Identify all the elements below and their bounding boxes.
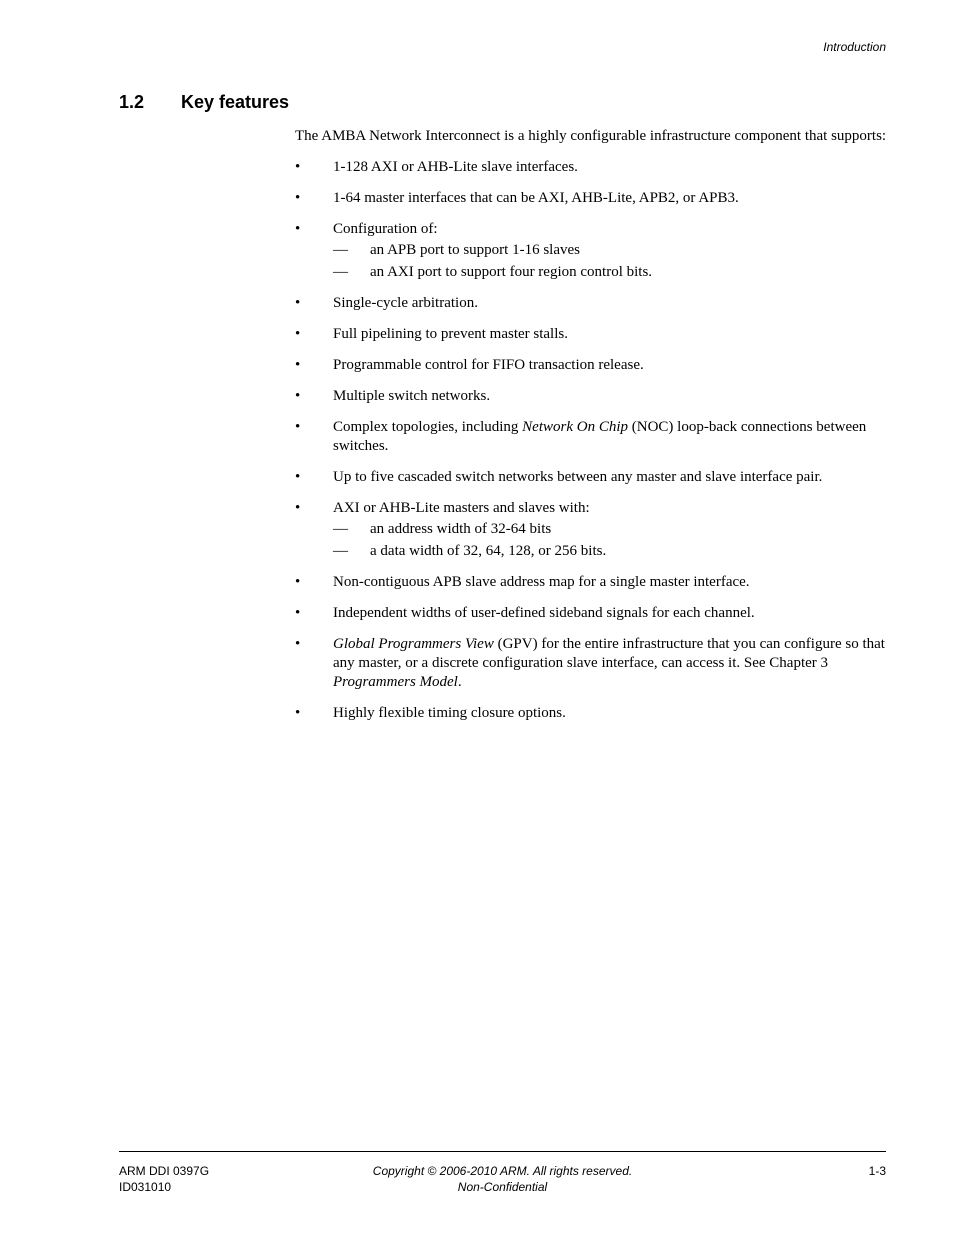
- doc-number: ARM DDI 0397G: [119, 1164, 210, 1178]
- dash-glyph: —: [333, 543, 348, 559]
- sub-item: [333, 520, 887, 539]
- bullet-glyph: •: [295, 705, 301, 721]
- feature-text: Highly flexible timing closure options.: [333, 705, 566, 721]
- section-heading: [119, 92, 289, 113]
- feature-item: [295, 635, 887, 692]
- sub-item-text: a data width of 32, 64, 128, or 256 bits.: [370, 543, 607, 559]
- sub-item: [333, 542, 887, 561]
- feature-item: [295, 468, 887, 487]
- intro-paragraph: The AMBA Network Interconnect is a highly configurable infrastructure component that supports:: [295, 128, 887, 144]
- page-content: [295, 127, 887, 735]
- feature-text: 1-64 master interfaces that can be AXI, AHB-Lite, APB2, or APB3.: [333, 190, 739, 206]
- doc-id: ID031010: [119, 1180, 172, 1194]
- feature-text-end: .: [457, 674, 462, 690]
- feature-text: [333, 636, 885, 690]
- bullet-glyph: •: [295, 419, 301, 435]
- masters-slaves-sublist: [333, 520, 887, 561]
- confidentiality-notice: Non-Confidential: [457, 1180, 548, 1194]
- sub-item-text: an AXI port to support four region control bits.: [370, 264, 653, 280]
- sub-item-text: an address width of 32-64 bits: [370, 521, 552, 537]
- feature-text-after: (NOC) loop-back connections between switches.: [333, 419, 867, 454]
- sub-item-text: an APB port to support 1-16 slaves: [370, 242, 580, 258]
- feature-text-middle: (GPV) for the entire infrastructure that you can configure so that any master, or a discrete configuration slave interface, can access it. See Chapter 3: [333, 636, 885, 671]
- feature-text: Full pipelining to prevent master stalls.: [333, 326, 568, 342]
- bullet-glyph: •: [295, 326, 301, 342]
- feature-item: [295, 189, 887, 208]
- feature-item: [295, 220, 887, 282]
- feature-text-before: Complex topologies, including: [333, 419, 523, 435]
- feature-item: [295, 418, 887, 456]
- bullet-glyph: •: [295, 159, 301, 175]
- page-number: 1-3: [868, 1164, 886, 1178]
- bullet-glyph: •: [295, 190, 301, 206]
- bullet-glyph: •: [295, 500, 301, 516]
- feature-item: [295, 604, 887, 623]
- feature-list: [295, 158, 887, 723]
- feature-text: [333, 419, 866, 454]
- feature-text: AXI or AHB-Lite masters and slaves with:: [333, 500, 590, 516]
- feature-text: 1-128 AXI or AHB-Lite slave interfaces.: [333, 159, 578, 175]
- copyright-notice: Copyright © 2006-2010 ARM. All rights reserved.: [372, 1164, 633, 1178]
- bullet-glyph: •: [295, 357, 301, 373]
- section-title: Key features: [181, 92, 290, 112]
- feature-item: [295, 325, 887, 344]
- configuration-sublist: [333, 241, 887, 282]
- bullet-glyph: •: [295, 574, 301, 590]
- bullet-glyph: •: [295, 469, 301, 485]
- feature-text: Non-contiguous APB slave address map for a single master interface.: [333, 574, 750, 590]
- feature-item: [295, 387, 887, 406]
- feature-item: [295, 704, 887, 723]
- feature-item: [295, 158, 887, 177]
- sub-item: [333, 263, 887, 282]
- dash-glyph: —: [333, 521, 348, 537]
- feature-item: [295, 573, 887, 592]
- feature-text: Multiple switch networks.: [333, 388, 491, 404]
- footer-divider: [119, 1151, 886, 1152]
- feature-text: Configuration of:: [333, 221, 438, 237]
- bullet-glyph: •: [295, 295, 301, 311]
- running-header-chapter: Introduction: [823, 40, 886, 54]
- bullet-glyph: •: [295, 388, 301, 404]
- bullet-glyph: •: [295, 605, 301, 621]
- feature-text: Independent widths of user-defined sideband signals for each channel.: [333, 605, 755, 621]
- section-number: 1.2: [119, 92, 145, 112]
- feature-item: [295, 294, 887, 313]
- feature-text: Single-cycle arbitration.: [333, 295, 478, 311]
- bullet-glyph: •: [295, 636, 301, 652]
- feature-text: Up to five cascaded switch networks between any master and slave interface pair.: [333, 469, 823, 485]
- footer-copyright-block: [119, 1163, 886, 1195]
- feature-item: [295, 356, 887, 375]
- dash-glyph: —: [333, 264, 348, 280]
- feature-text: Programmable control for FIFO transaction release.: [333, 357, 644, 373]
- chapter-reference: Programmers Model: [333, 674, 458, 690]
- feature-item: [295, 499, 887, 561]
- feature-emphasis: Network On Chip: [522, 419, 628, 435]
- dash-glyph: —: [333, 242, 348, 258]
- sub-item: [333, 241, 887, 260]
- feature-emphasis: Global Programmers View: [333, 636, 494, 652]
- bullet-glyph: •: [295, 221, 301, 237]
